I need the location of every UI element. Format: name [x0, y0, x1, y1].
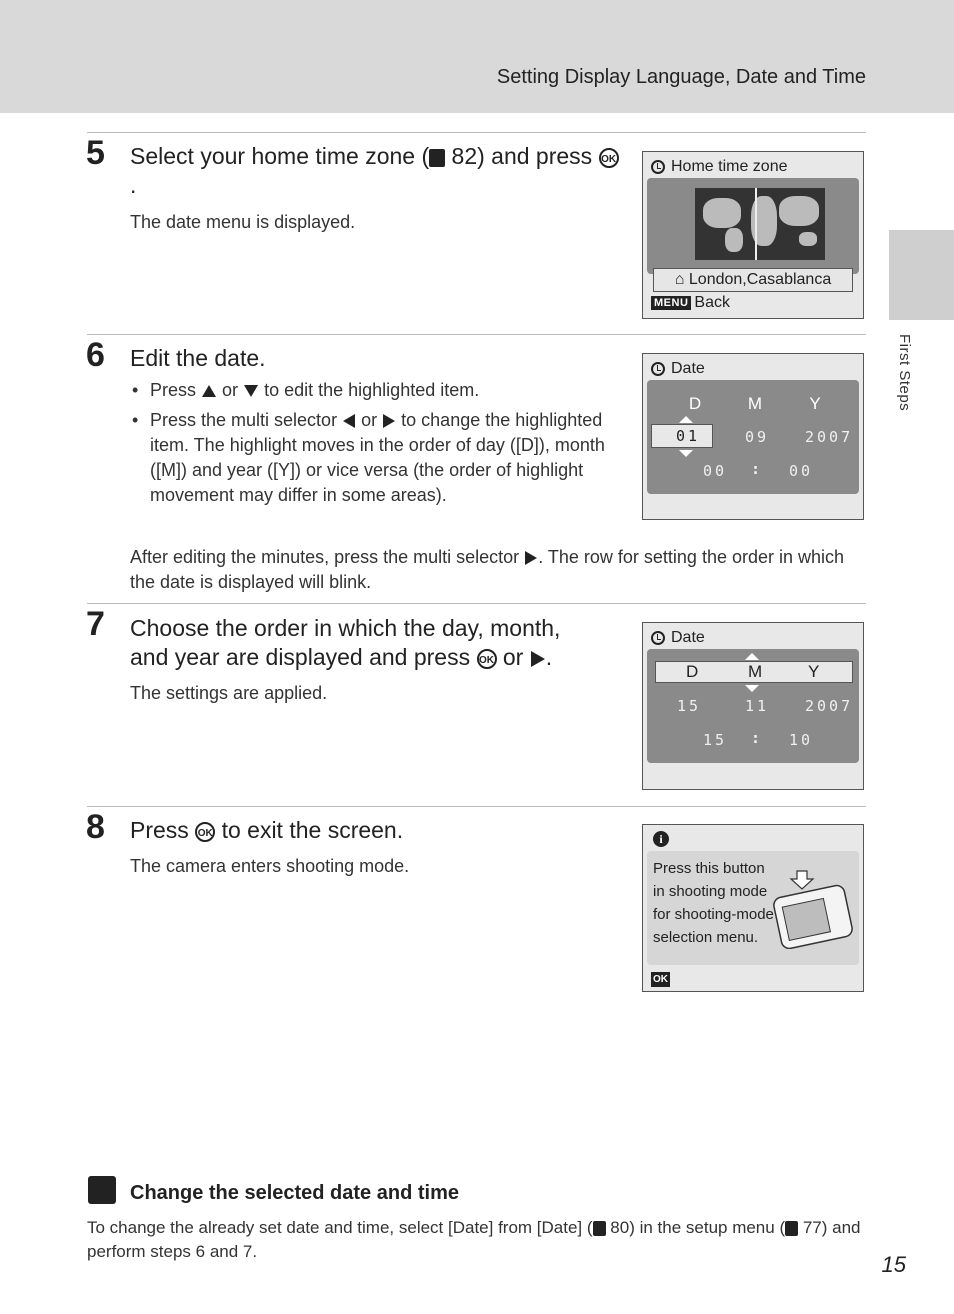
month-value[interactable]: 11 — [745, 697, 770, 715]
step-text: The date menu is displayed. — [130, 212, 356, 232]
info-text: Press this button in shooting mode for shooting-mode selection menu. — [653, 860, 774, 946]
page-header — [0, 0, 954, 113]
date-edit-screen — [642, 353, 864, 520]
menu-button-icon: MENU — [651, 296, 691, 310]
reference-icon — [785, 1221, 798, 1236]
day-field[interactable]: 01 — [651, 424, 713, 448]
timezone-selector[interactable]: ⌂ London,Casablanca — [653, 268, 853, 292]
divider — [87, 132, 866, 133]
up-arrow-icon — [745, 653, 759, 660]
hour-value[interactable]: 00 — [703, 462, 728, 480]
info-screen — [642, 824, 864, 992]
bullet-item: • Press or to edit the highlighted item. — [130, 378, 620, 403]
day-value[interactable]: 15 — [677, 697, 702, 715]
note-title: Change the selected date and time — [130, 1182, 459, 1204]
month-value[interactable]: 09 — [745, 428, 770, 446]
step-number: 6 — [86, 336, 105, 374]
reference-icon — [593, 1221, 606, 1236]
note-text: To change the already set date and time, select [Date] from [Date] ( 80) in the setup menu ( 77) and perform steps 6 and 7. — [87, 1218, 861, 1261]
step-number: 7 — [86, 605, 105, 643]
down-arrow-icon — [243, 384, 259, 398]
clock-icon — [651, 160, 665, 174]
header-title: Setting Display Language, Date and Time — [496, 66, 866, 88]
bullet-item: • Press the multi selector or to change the highlighted item. The highlight moves in the order of day ([D]), month ([M]) and year ([Y]) or vice versa (the order of highlight movement may differ in some areas). — [130, 408, 620, 508]
info-icon: i — [653, 831, 669, 847]
reference-icon — [429, 149, 445, 167]
step-note: After editing the minutes, press the multi selector . The row for setting the order in which the date is displayed will blink. — [130, 547, 845, 592]
time-separator: : — [751, 460, 764, 478]
date-panel — [647, 380, 859, 494]
clock-icon — [651, 631, 665, 645]
step-title: Select your home time zone ( 82) and press OK. — [130, 142, 620, 200]
year-value[interactable]: 2007 — [805, 697, 854, 715]
date-order-row[interactable]: D M Y — [655, 661, 853, 683]
hour-value[interactable]: 15 — [703, 731, 728, 749]
divider — [87, 806, 866, 807]
step-title: Choose the order in which the day, month, and year are displayed and press OK or . — [130, 615, 561, 670]
world-map — [695, 188, 825, 260]
left-arrow-icon — [342, 413, 356, 429]
step-number: 5 — [86, 134, 105, 172]
right-arrow-icon — [530, 650, 546, 668]
time-separator: : — [751, 729, 764, 747]
timezone-screen — [642, 151, 864, 319]
year-value[interactable]: 2007 — [805, 428, 854, 446]
step-bullets — [130, 378, 620, 513]
ok-button-icon: OK — [653, 974, 668, 985]
map-panel — [647, 178, 859, 274]
step-text: The settings are applied. — [130, 683, 328, 703]
date-panel — [647, 649, 859, 763]
home-icon: ⌂ — [674, 271, 685, 288]
section-tab — [889, 230, 954, 320]
step-title: Press OK to exit the screen. — [130, 817, 404, 843]
camera-icon — [769, 869, 855, 949]
minute-value[interactable]: 00 — [789, 462, 814, 480]
step-text: The camera enters shooting mode. — [130, 856, 410, 876]
day-column-label: D — [688, 394, 702, 413]
down-arrow-icon — [745, 685, 759, 692]
date-order-screen — [642, 622, 864, 790]
minute-value[interactable]: 10 — [789, 731, 814, 749]
back-hint: MENU Back — [651, 294, 730, 312]
info-panel — [647, 851, 859, 965]
up-arrow-icon — [201, 384, 217, 398]
down-arrow-icon — [679, 450, 693, 457]
screen-heading: Home time zone — [651, 158, 788, 176]
ok-button-icon: OK — [599, 148, 619, 168]
divider — [87, 334, 866, 335]
ok-button-icon: OK — [195, 822, 215, 842]
right-arrow-icon — [382, 413, 396, 429]
section-tab-label: First Steps — [896, 334, 913, 412]
screen-heading: Date — [651, 629, 705, 647]
step-title: Edit the date. — [130, 345, 266, 371]
up-arrow-icon — [679, 416, 693, 423]
ok-button-icon: OK — [477, 649, 497, 669]
tip-icon — [88, 1176, 116, 1204]
year-column-label: Y — [809, 394, 821, 413]
clock-icon — [651, 362, 665, 376]
page-number: 15 — [881, 1252, 906, 1277]
divider — [87, 603, 866, 604]
month-column-label: M — [747, 394, 763, 413]
screen-heading: Date — [651, 360, 705, 378]
step-number: 8 — [86, 808, 105, 846]
right-arrow-icon — [524, 550, 538, 566]
